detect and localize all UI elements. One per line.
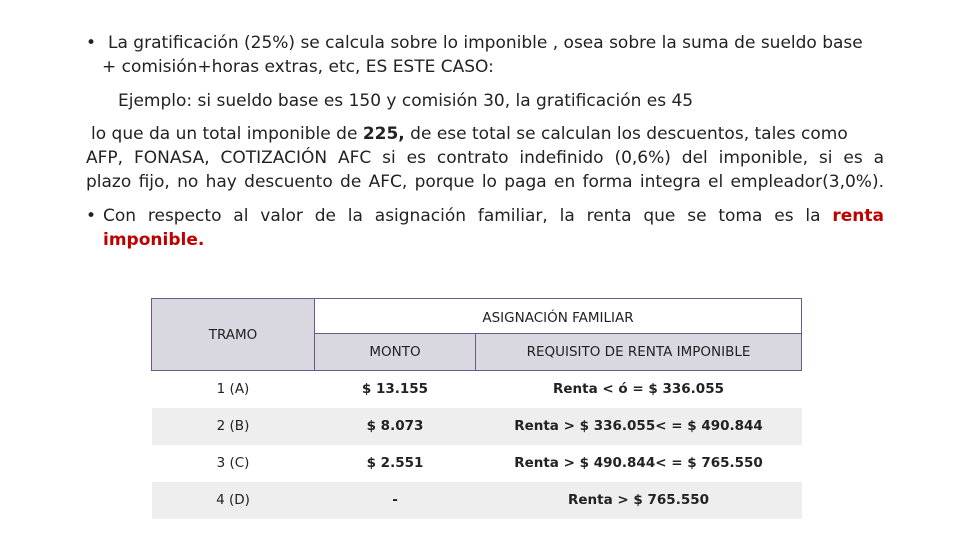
header-monto: MONTO (315, 334, 476, 371)
table-row (152, 482, 802, 519)
cell-requisito: Renta > $ 490.844< = $ 765.550 (514, 455, 763, 471)
bullet-1: • (86, 33, 97, 53)
asignacion-familiar-table (151, 298, 802, 519)
paragraph-2-line-2: AFP, FONASA, COTIZACIÓN AFC si es contrato indefinido (0,6%) del imponible, si es a (86, 148, 884, 168)
paragraph-1-line-2: + comisión+horas extras, etc, ES ESTE CASO: (102, 57, 494, 77)
bullet-2: • (86, 206, 97, 226)
header-tramo: TRAMO (152, 299, 315, 371)
paragraph-3-line-1 (103, 205, 884, 227)
renta-highlight: renta (832, 206, 884, 226)
cell-requisito: Renta < ó = $ 336.055 (552, 381, 724, 398)
paragraph-3-line-2 (103, 229, 204, 251)
cell-monto: $ 8.073 (315, 408, 476, 445)
paragraph-2-line-3: plazo fijo, no hay descuento de AFC, porque lo paga en forma integra el empleador(3,0%). (86, 172, 884, 192)
paragraph-1-line-1: La gratificación (25%) se calcula sobre lo imponible , osea sobre la suma de sueldo base (108, 33, 863, 53)
example-line: Ejemplo: si sueldo base es 150 y comisión 30, la gratificación es 45 (118, 91, 694, 111)
table-row (152, 408, 802, 445)
cell-tramo: 4 (D) (152, 482, 315, 519)
cell-monto: $ 2.551 (366, 455, 424, 471)
table-row (152, 371, 802, 408)
paragraph-2-line-1 (91, 123, 881, 145)
cell-monto: $ 13.155 (361, 381, 429, 398)
cell-tramo: 1 (A) (216, 381, 250, 398)
total-imponible-value: 225, (362, 124, 405, 144)
cell-monto: - (315, 482, 476, 519)
cell-requisito: Renta > $ 336.055< = $ 490.844 (476, 408, 802, 445)
header-asignacion-familiar: ASIGNACIÓN FAMILIAR (315, 299, 802, 334)
cell-tramo: 2 (B) (152, 408, 315, 445)
table-row (152, 445, 802, 482)
paragraph-2-text-post: de ese total se calculan los descuentos, tales como (404, 124, 848, 144)
cell-tramo: 3 (C) (216, 455, 250, 471)
cell-requisito: Renta > $ 765.550 (476, 482, 802, 519)
paragraph-2-text-pre: lo que da un total imponible de (91, 124, 363, 144)
imponible-highlight: imponible. (103, 230, 205, 250)
header-requisito: REQUISITO DE RENTA IMPONIBLE (476, 334, 802, 371)
paragraph-3-text: Con respecto al valor de la asignación familiar, la renta que se toma es la (103, 206, 833, 226)
